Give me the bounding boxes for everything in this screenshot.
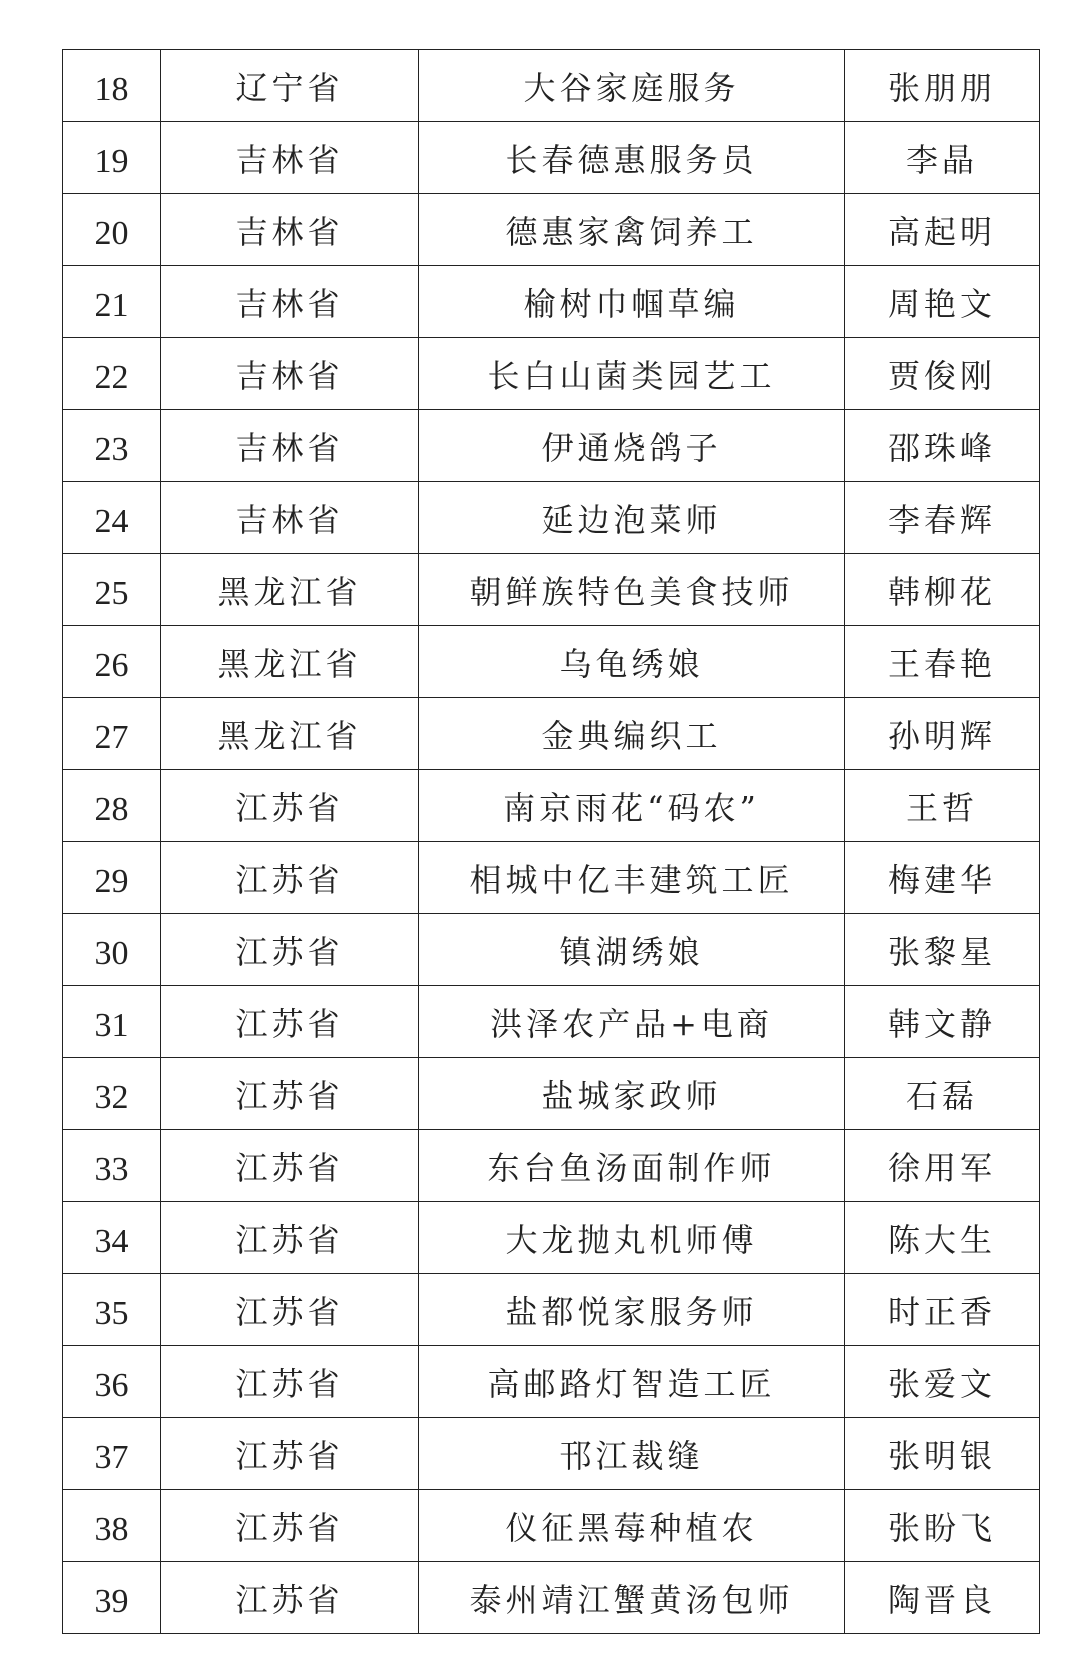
- table-row: [63, 698, 1040, 770]
- row-number: 33: [63, 1130, 161, 1202]
- row-number: 36: [63, 1346, 161, 1418]
- table-row: [63, 266, 1040, 338]
- table-row: [63, 914, 1040, 986]
- person-name-cell: 石磊: [845, 1058, 1040, 1130]
- brand-cell: 泰州靖江蟹黄汤包师: [419, 1562, 845, 1634]
- table-row: [63, 1490, 1040, 1562]
- province-cell: 吉林省: [161, 482, 419, 554]
- province-cell: 江苏省: [161, 1130, 419, 1202]
- person-name-cell: 张黎星: [845, 914, 1040, 986]
- row-number: 37: [63, 1418, 161, 1490]
- person-name-cell: 陈大生: [845, 1202, 1040, 1274]
- person-name-cell: 韩柳花: [845, 554, 1040, 626]
- person-name-cell: 陶晋良: [845, 1562, 1040, 1634]
- brand-cell: 洪泽农产品+电商: [419, 986, 845, 1058]
- person-name-cell: 韩文静: [845, 986, 1040, 1058]
- province-cell: 江苏省: [161, 1058, 419, 1130]
- table-body: [63, 50, 1040, 1634]
- table-row: [63, 1130, 1040, 1202]
- brand-cell: 长春德惠服务员: [419, 122, 845, 194]
- row-number: 23: [63, 410, 161, 482]
- table-row: [63, 50, 1040, 122]
- brand-cell: 延边泡菜师: [419, 482, 845, 554]
- brand-cell: 东台鱼汤面制作师: [419, 1130, 845, 1202]
- province-cell: 黑龙江省: [161, 554, 419, 626]
- row-number: 18: [63, 50, 161, 122]
- row-number: 22: [63, 338, 161, 410]
- row-number: 32: [63, 1058, 161, 1130]
- person-name-cell: 贾俊刚: [845, 338, 1040, 410]
- province-cell: 江苏省: [161, 1490, 419, 1562]
- row-number: 26: [63, 626, 161, 698]
- brand-cell: 南京雨花“码农”: [419, 770, 845, 842]
- row-number: 34: [63, 1202, 161, 1274]
- province-cell: 江苏省: [161, 914, 419, 986]
- province-cell: 江苏省: [161, 770, 419, 842]
- row-number: 24: [63, 482, 161, 554]
- province-cell: 吉林省: [161, 266, 419, 338]
- row-number: 25: [63, 554, 161, 626]
- province-cell: 江苏省: [161, 1274, 419, 1346]
- person-name-cell: 张爱文: [845, 1346, 1040, 1418]
- person-name-cell: 张明银: [845, 1418, 1040, 1490]
- table-row: [63, 1562, 1040, 1634]
- province-cell: 吉林省: [161, 122, 419, 194]
- province-cell: 辽宁省: [161, 50, 419, 122]
- brand-cell: 大谷家庭服务: [419, 50, 845, 122]
- row-number: 38: [63, 1490, 161, 1562]
- table-row: [63, 122, 1040, 194]
- table-row: [63, 338, 1040, 410]
- brand-cell: 榆树巾帼草编: [419, 266, 845, 338]
- brand-cell: 长白山菌类园艺工: [419, 338, 845, 410]
- table-row: [63, 1202, 1040, 1274]
- person-name-cell: 邵珠峰: [845, 410, 1040, 482]
- brand-cell: 镇湖绣娘: [419, 914, 845, 986]
- brand-cell: 盐都悦家服务师: [419, 1274, 845, 1346]
- province-cell: 吉林省: [161, 194, 419, 266]
- person-name-cell: 李晶: [845, 122, 1040, 194]
- province-cell: 黑龙江省: [161, 626, 419, 698]
- person-name-cell: 徐用军: [845, 1130, 1040, 1202]
- table-row: [63, 410, 1040, 482]
- person-name-cell: 王春艳: [845, 626, 1040, 698]
- brand-cell: 德惠家禽饲养工: [419, 194, 845, 266]
- table-row: [63, 194, 1040, 266]
- table-row: [63, 626, 1040, 698]
- person-name-cell: 李春辉: [845, 482, 1040, 554]
- person-name-cell: 梅建华: [845, 842, 1040, 914]
- row-number: 28: [63, 770, 161, 842]
- person-name-cell: 孙明辉: [845, 698, 1040, 770]
- table-row: [63, 1058, 1040, 1130]
- brand-cell: 朝鲜族特色美食技师: [419, 554, 845, 626]
- province-cell: 江苏省: [161, 1346, 419, 1418]
- person-name-cell: 张朋朋: [845, 50, 1040, 122]
- row-number: 27: [63, 698, 161, 770]
- brand-cell: 大龙抛丸机师傅: [419, 1202, 845, 1274]
- row-number: 35: [63, 1274, 161, 1346]
- table-row: [63, 1418, 1040, 1490]
- brand-cell: 乌龟绣娘: [419, 626, 845, 698]
- table-row: [63, 842, 1040, 914]
- row-number: 19: [63, 122, 161, 194]
- person-name-cell: 时正香: [845, 1274, 1040, 1346]
- province-cell: 江苏省: [161, 1562, 419, 1634]
- table-row: [63, 482, 1040, 554]
- province-cell: 江苏省: [161, 986, 419, 1058]
- table-row: [63, 986, 1040, 1058]
- province-cell: 江苏省: [161, 1202, 419, 1274]
- person-name-cell: 王哲: [845, 770, 1040, 842]
- row-number: 31: [63, 986, 161, 1058]
- row-number: 29: [63, 842, 161, 914]
- brand-cell: 高邮路灯智造工匠: [419, 1346, 845, 1418]
- person-name-cell: 张盼飞: [845, 1490, 1040, 1562]
- brand-cell: 仪征黑莓种植农: [419, 1490, 845, 1562]
- person-name-cell: 高起明: [845, 194, 1040, 266]
- province-cell: 吉林省: [161, 338, 419, 410]
- row-number: 30: [63, 914, 161, 986]
- table-row: [63, 770, 1040, 842]
- brand-cell: 盐城家政师: [419, 1058, 845, 1130]
- person-name-cell: 周艳文: [845, 266, 1040, 338]
- table-row: [63, 1274, 1040, 1346]
- province-cell: 江苏省: [161, 842, 419, 914]
- labor-brand-table: [62, 49, 1040, 1634]
- row-number: 39: [63, 1562, 161, 1634]
- brand-cell: 金典编织工: [419, 698, 845, 770]
- brand-cell: 邗江裁缝: [419, 1418, 845, 1490]
- brand-cell: 相城中亿丰建筑工匠: [419, 842, 845, 914]
- province-cell: 江苏省: [161, 1418, 419, 1490]
- province-cell: 吉林省: [161, 410, 419, 482]
- province-cell: 黑龙江省: [161, 698, 419, 770]
- brand-cell: 伊通烧鸽子: [419, 410, 845, 482]
- row-number: 21: [63, 266, 161, 338]
- row-number: 20: [63, 194, 161, 266]
- table-row: [63, 1346, 1040, 1418]
- table-row: [63, 554, 1040, 626]
